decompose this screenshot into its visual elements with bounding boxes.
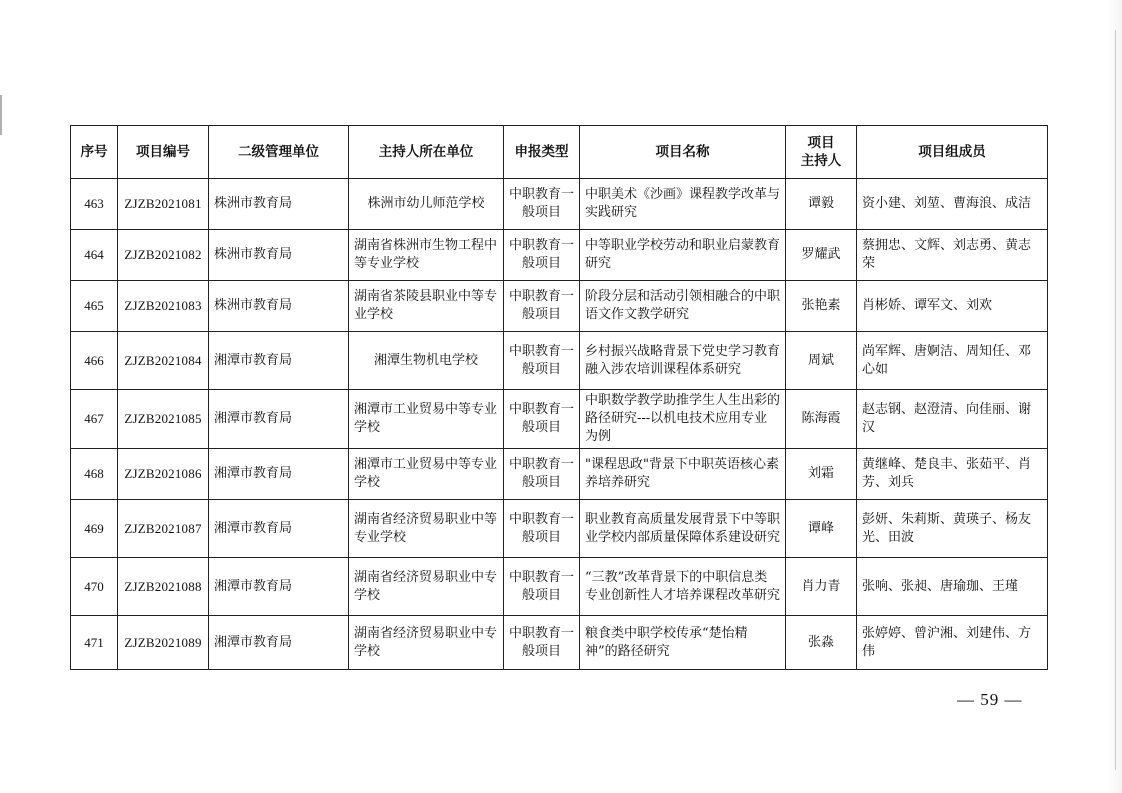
table-row bbox=[71, 230, 1048, 281]
cell-project-name: "课程思政"背景下中职英语核心素养培养研究 bbox=[580, 449, 786, 500]
cell-code: ZJZB2021086 bbox=[118, 449, 209, 500]
cell-seq: 464 bbox=[71, 230, 118, 281]
cell-code: ZJZB2021089 bbox=[118, 616, 209, 670]
cell-unit: 湖南省经济贸易职业中专学校 bbox=[349, 616, 504, 670]
header-leader-line1: 项目 bbox=[807, 135, 835, 151]
cell-unit: 湘潭市工业贸易中等专业学校 bbox=[349, 449, 504, 500]
header-unit: 主持人所在单位 bbox=[349, 126, 504, 179]
cell-code: ZJZB2021084 bbox=[118, 332, 209, 390]
cell-type: 中职教育一般项目 bbox=[504, 449, 580, 500]
table-row bbox=[71, 179, 1048, 230]
cell-type: 中职教育一般项目 bbox=[504, 179, 580, 230]
table-header bbox=[71, 126, 1048, 179]
table-body bbox=[71, 179, 1048, 670]
cell-type: 中职教育一般项目 bbox=[504, 558, 580, 616]
cell-code: ZJZB2021082 bbox=[118, 230, 209, 281]
cell-code: ZJZB2021088 bbox=[118, 558, 209, 616]
cell-unit: 湘潭市工业贸易中等专业学校 bbox=[349, 390, 504, 449]
header-leader bbox=[786, 126, 857, 179]
table-row bbox=[71, 449, 1048, 500]
cell-leader: 刘霜 bbox=[786, 449, 857, 500]
cell-dept: 湘潭市教育局 bbox=[209, 332, 349, 390]
cell-project-name: 职业教育高质量发展背景下中等职业学校内部质量保障体系建设研究 bbox=[580, 500, 786, 558]
cell-unit: 株洲市幼儿师范学校 bbox=[349, 179, 504, 230]
cell-dept: 株洲市教育局 bbox=[209, 281, 349, 332]
cell-code: ZJZB2021081 bbox=[118, 179, 209, 230]
cell-unit: 湖南省茶陵县职业中等专业学校 bbox=[349, 281, 504, 332]
table-row bbox=[71, 390, 1048, 449]
cell-type: 中职教育一般项目 bbox=[504, 616, 580, 670]
cell-dept: 湘潭市教育局 bbox=[209, 500, 349, 558]
scan-mark bbox=[0, 95, 2, 135]
cell-leader: 张淼 bbox=[786, 616, 857, 670]
scan-mark bbox=[1115, 30, 1116, 770]
cell-members: 黄继峰、楚良丰、张茹平、肖芳、刘兵 bbox=[857, 449, 1048, 500]
cell-leader: 张艳素 bbox=[786, 281, 857, 332]
header-seq: 序号 bbox=[71, 126, 118, 179]
cell-seq: 468 bbox=[71, 449, 118, 500]
cell-leader: 谭毅 bbox=[786, 179, 857, 230]
cell-project-name: “三教”改革背景下的中职信息类专业创新性人才培养课程改革研究 bbox=[580, 558, 786, 616]
cell-members: 张婷婷、曾沪湘、刘建伟、方伟 bbox=[857, 616, 1048, 670]
header-code: 项目编号 bbox=[118, 126, 209, 179]
cell-unit: 湖南省株洲市生物工程中等专业学校 bbox=[349, 230, 504, 281]
cell-members: 尚军辉、唐婀洁、周知任、邓心如 bbox=[857, 332, 1048, 390]
cell-members: 彭妍、朱莉斯、黄瑛子、杨友光、田波 bbox=[857, 500, 1048, 558]
cell-seq: 470 bbox=[71, 558, 118, 616]
table-row bbox=[71, 332, 1048, 390]
cell-type: 中职教育一般项目 bbox=[504, 500, 580, 558]
cell-dept: 株洲市教育局 bbox=[209, 230, 349, 281]
header-type: 申报类型 bbox=[504, 126, 580, 179]
cell-members: 赵志钢、赵澄清、向佳丽、谢汉 bbox=[857, 390, 1048, 449]
cell-dept: 湘潭市教育局 bbox=[209, 558, 349, 616]
cell-type: 中职教育一般项目 bbox=[504, 281, 580, 332]
cell-seq: 466 bbox=[71, 332, 118, 390]
table-row bbox=[71, 558, 1048, 616]
cell-unit: 湖南省经济贸易职业中专学校 bbox=[349, 558, 504, 616]
cell-project-name: 中等职业学校劳动和职业启蒙教育研究 bbox=[580, 230, 786, 281]
header-dept: 二级管理单位 bbox=[209, 126, 349, 179]
table-row bbox=[71, 500, 1048, 558]
cell-seq: 463 bbox=[71, 179, 118, 230]
table-row bbox=[71, 616, 1048, 670]
cell-code: ZJZB2021085 bbox=[118, 390, 209, 449]
cell-unit: 湘潭生物机电学校 bbox=[349, 332, 504, 390]
cell-code: ZJZB2021087 bbox=[118, 500, 209, 558]
cell-type: 中职教育一般项目 bbox=[504, 390, 580, 449]
cell-project-name: 中职数学教学助推学生人生出彩的路径研究---以机电技术应用专业为例 bbox=[580, 390, 786, 449]
header-members: 项目组成员 bbox=[857, 126, 1048, 179]
cell-leader: 罗耀武 bbox=[786, 230, 857, 281]
cell-seq: 467 bbox=[71, 390, 118, 449]
header-name: 项目名称 bbox=[580, 126, 786, 179]
cell-dept: 湘潭市教育局 bbox=[209, 616, 349, 670]
cell-leader: 周斌 bbox=[786, 332, 857, 390]
cell-project-name: 中职美术《沙画》课程教学改革与实践研究 bbox=[580, 179, 786, 230]
cell-members: 蔡拥忠、文辉、刘志勇、黄志荣 bbox=[857, 230, 1048, 281]
cell-seq: 469 bbox=[71, 500, 118, 558]
cell-unit: 湖南省经济贸易职业中等专业学校 bbox=[349, 500, 504, 558]
cell-members: 张响、张昶、唐瑜珈、王瑾 bbox=[857, 558, 1048, 616]
cell-project-name: 乡村振兴战略背景下党史学习教育融入涉农培训课程体系研究 bbox=[580, 332, 786, 390]
table-row bbox=[71, 281, 1048, 332]
cell-dept: 湘潭市教育局 bbox=[209, 449, 349, 500]
cell-project-name: 粮食类中职学校传承“楚怡精神”的路径研究 bbox=[580, 616, 786, 670]
cell-members: 资小建、刘堃、曹海浪、成洁 bbox=[857, 179, 1048, 230]
cell-leader: 肖力青 bbox=[786, 558, 857, 616]
page-number: — 59 — bbox=[957, 690, 1023, 709]
cell-type: 中职教育一般项目 bbox=[504, 332, 580, 390]
cell-dept: 湘潭市教育局 bbox=[209, 390, 349, 449]
cell-dept: 株洲市教育局 bbox=[209, 179, 349, 230]
header-leader-line2: 主持人 bbox=[800, 153, 842, 169]
cell-seq: 465 bbox=[71, 281, 118, 332]
cell-type: 中职教育一般项目 bbox=[504, 230, 580, 281]
cell-code: ZJZB2021083 bbox=[118, 281, 209, 332]
cell-leader: 陈海霞 bbox=[786, 390, 857, 449]
cell-members: 肖彬娇、谭军文、刘欢 bbox=[857, 281, 1048, 332]
header-row bbox=[71, 126, 1048, 179]
cell-project-name: 阶段分层和活动引领相融合的中职语文作文教学研究 bbox=[580, 281, 786, 332]
cell-seq: 471 bbox=[71, 616, 118, 670]
project-table bbox=[70, 125, 1048, 670]
cell-leader: 谭峰 bbox=[786, 500, 857, 558]
